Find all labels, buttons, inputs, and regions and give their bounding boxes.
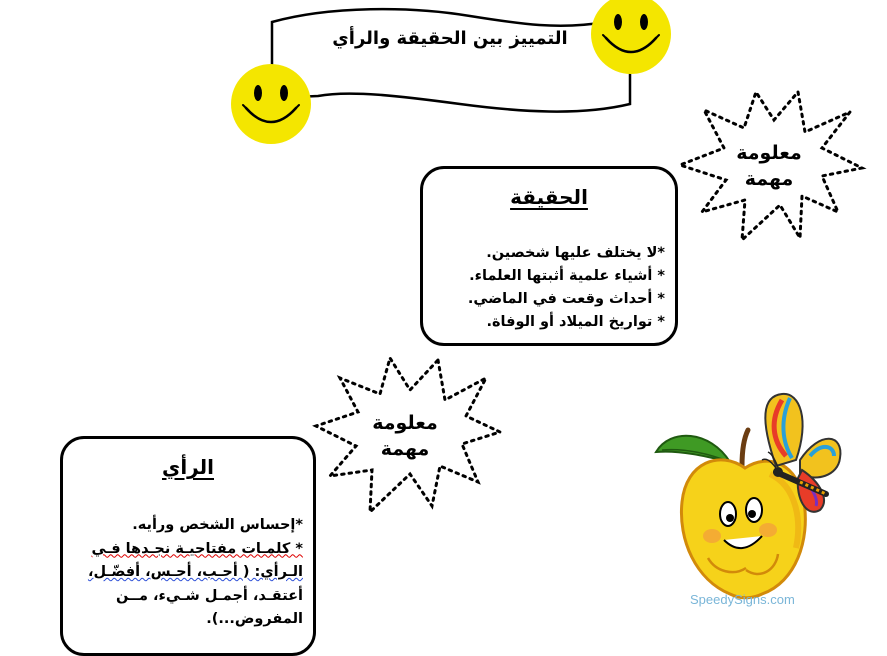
burst-line: مهمة — [380, 438, 430, 460]
watermark-text: SpeedySigns.com — [690, 592, 795, 607]
opinion-line — [88, 561, 303, 585]
fact-line: *لا يختلف عليها شخصين. — [486, 245, 665, 261]
opinion-line: *إحساس الشخص ورأيه. — [132, 517, 303, 533]
burst-line: معلومة — [736, 142, 802, 164]
opinion-line: أعتقـد، أجمـل شـيء، مــن — [116, 587, 303, 604]
opinion-line — [88, 538, 303, 562]
opinion-list — [88, 514, 303, 632]
fact-line: * تواريخ الميلاد أو الوفاة. — [486, 314, 665, 330]
fact-list — [468, 242, 665, 334]
opinion-line: المفروض...). — [206, 611, 303, 627]
fact-box — [420, 166, 678, 346]
fact-line: * أشياء علمية أثبتها العلماء. — [469, 268, 665, 284]
page-title: التمييز بين الحقيقة والرأي — [332, 28, 568, 49]
burst-line: مهمة — [744, 168, 794, 190]
opinion-box — [60, 436, 316, 656]
apple-with-butterfly-icon — [650, 390, 850, 626]
opinion-heading: الرأي — [162, 455, 214, 479]
important-info-label-top — [724, 140, 814, 192]
smiley-face-icon — [231, 64, 311, 144]
title-banner — [272, 9, 630, 111]
fact-line: * أحداث وقعت في الماضي. — [467, 291, 665, 307]
important-info-label-bottom — [360, 410, 450, 462]
burst-line: معلومة — [372, 412, 438, 434]
fact-heading: الحقيقة — [510, 185, 588, 209]
opinion-line-text: * كلمـات مفتاحيـة نجـدها فـي — [91, 540, 303, 557]
opinion-line-text: الـرأي: ( أحـب، أحـس، أفضّـل، — [87, 564, 303, 580]
